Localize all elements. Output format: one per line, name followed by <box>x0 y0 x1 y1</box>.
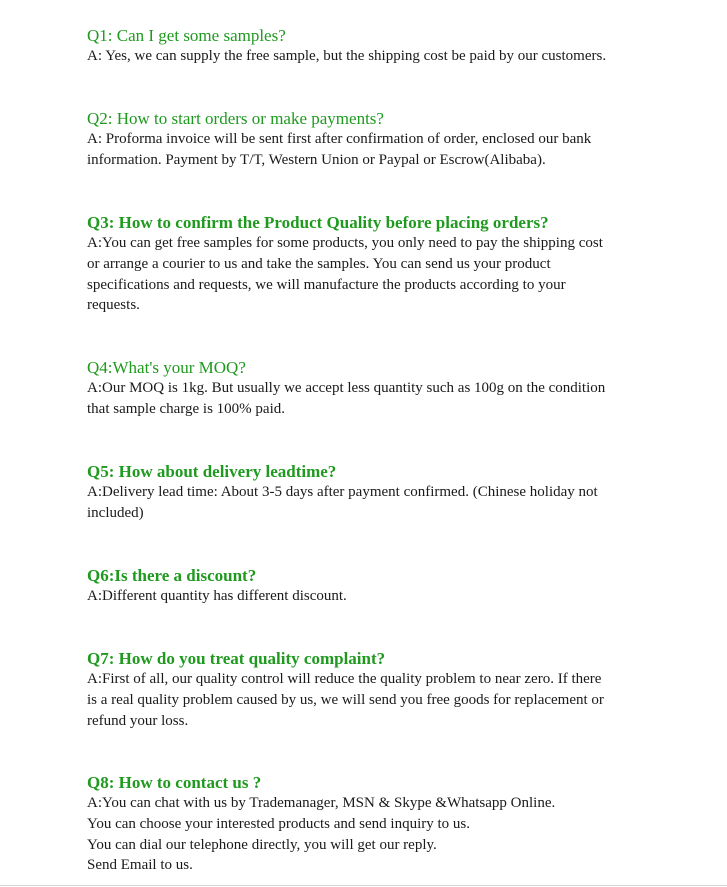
faq-answer: A: Proforma invoice will be sent first after confirmation of order, enclosed our bank information. Payment by T/T, Western Union or Paypal or Escrow(Alibaba). <box>87 131 592 168</box>
faq-answer: A:You can get free samples for some products, you only need to pay the shipping cost or arrange a courier to us and take the samples. You can send us your product specifications and requests, we will manufacture the products according to your requests. <box>87 235 603 314</box>
faq-question: Q1: Can I get some samples? <box>87 26 286 45</box>
faq-item-q8 <box>87 773 717 876</box>
faq-question: Q6:Is there a discount? <box>87 566 257 585</box>
faq-list <box>87 26 717 876</box>
faq-item-q1 <box>87 26 717 109</box>
faq-question: Q7: How do you treat quality complaint? <box>87 649 386 668</box>
faq-question: Q5: How about delivery leadtime? <box>87 462 337 481</box>
faq-answer: A:Different quantity has different discount. <box>87 588 347 604</box>
faq-item-q6 <box>87 566 717 649</box>
faq-question: Q4:What's your MOQ? <box>87 358 246 377</box>
faq-question: Q8: How to contact us ? <box>87 773 262 792</box>
faq-item-q2 <box>87 109 717 213</box>
faq-question: Q2: How to start orders or make payments? <box>87 109 384 128</box>
faq-answer: A:Delivery lead time: About 3-5 days after payment confirmed. (Chinese holiday not included) <box>87 484 598 521</box>
faq-answer: A:First of all, our quality control will reduce the quality problem to near zero. If there is a real quality problem caused by us, we will send you free goods for replacement or refund your loss. <box>87 671 604 729</box>
faq-item-q3 <box>87 213 717 358</box>
bottom-divider <box>0 885 727 886</box>
faq-item-q4 <box>87 358 717 462</box>
faq-answer: A: Yes, we can supply the free sample, but the shipping cost be paid by our customers. <box>87 48 607 64</box>
faq-item-q7 <box>87 649 717 773</box>
faq-item-q5 <box>87 462 717 566</box>
faq-answer: A:You can chat with us by Trademanager, MSN & Skype &Whatsapp Online. You can choose your interested products and send inquiry to us. You can dial our telephone directly, you will get our reply. Send Email to us. <box>87 795 556 874</box>
faq-question: Q3: How to confirm the Product Quality before placing orders? <box>87 213 549 232</box>
faq-answer: A:Our MOQ is 1kg. But usually we accept less quantity such as 100g on the condition that sample charge is 100% paid. <box>87 380 606 417</box>
